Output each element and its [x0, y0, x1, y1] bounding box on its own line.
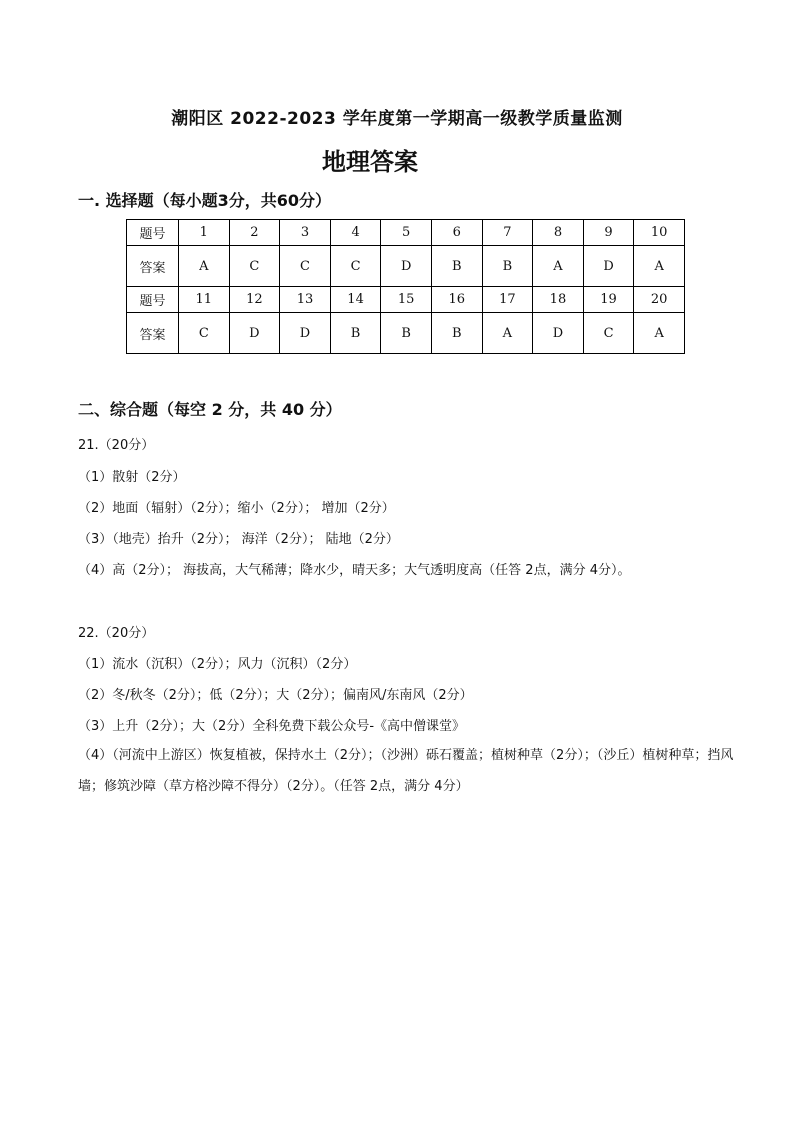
table-row-answers-1	[127, 246, 685, 287]
answer-cell: B	[431, 313, 482, 354]
question-number: 6	[431, 220, 482, 246]
q21-answer-line: （1）散射（2分）	[78, 470, 186, 485]
answer-cell: C	[280, 246, 331, 287]
answer-cell: A	[634, 313, 685, 354]
section2-heading: 二、综合题（每空 2 分，共 40 分）	[78, 400, 342, 419]
answer-cell: C	[330, 246, 381, 287]
row-label-answer: 答案	[127, 313, 179, 354]
question-number: 19	[583, 287, 634, 313]
question-number: 1	[179, 220, 230, 246]
question-number: 2	[229, 220, 280, 246]
answer-cell: B	[431, 246, 482, 287]
document-title: 潮阳区 2022-2023 学年度第一学期高一级教学质量监测	[171, 109, 623, 129]
answer-cell: D	[381, 246, 432, 287]
question-number: 20	[634, 287, 685, 313]
answer-cell: A	[533, 246, 584, 287]
q22-header: 22.（20分）	[78, 626, 155, 641]
table-row-numbers-2	[127, 287, 685, 313]
question-number: 8	[533, 220, 584, 246]
question-number: 17	[482, 287, 533, 313]
answer-cell: A	[634, 246, 685, 287]
q21-answer-line: （4）高（2分）； 海拔高，大气稀薄；降水少，晴天多；大气透明度高（任答 2点，满分 4分）。	[78, 563, 631, 578]
document-subtitle: 地理答案	[322, 148, 418, 176]
answer-cell: B	[330, 313, 381, 354]
row-label-question-number: 题号	[127, 287, 179, 313]
row-label-answer: 答案	[127, 246, 179, 287]
q22-answer-line: （1）流水（沉积）（2分）；风力（沉积）（2分）	[78, 657, 357, 672]
answer-cell: C	[583, 313, 634, 354]
question-number: 12	[229, 287, 280, 313]
q21-answer-line: （3）（地壳）抬升（2分）； 海洋（2分）； 陆地（2分）	[78, 532, 399, 547]
question-number: 9	[583, 220, 634, 246]
answer-cell: D	[533, 313, 584, 354]
answer-cell: C	[179, 313, 230, 354]
question-number: 16	[431, 287, 482, 313]
question-number: 5	[381, 220, 432, 246]
answer-cell: A	[179, 246, 230, 287]
table-row-numbers-1	[127, 220, 685, 246]
question-number: 15	[381, 287, 432, 313]
question-number: 10	[634, 220, 685, 246]
question-number: 14	[330, 287, 381, 313]
answer-cell: D	[583, 246, 634, 287]
question-number: 11	[179, 287, 230, 313]
q21-header: 21.（20分）	[78, 438, 155, 453]
question-number: 3	[280, 220, 331, 246]
q21-answer-line: （2）地面（辐射）（2分）；缩小（2分）； 增加（2分）	[78, 501, 395, 516]
question-number: 4	[330, 220, 381, 246]
row-label-question-number: 题号	[127, 220, 179, 246]
answer-cell: B	[381, 313, 432, 354]
answer-cell: D	[229, 313, 280, 354]
section1-heading: 一. 选择题（每小题3分，共60分）	[78, 191, 332, 210]
answer-cell: C	[229, 246, 280, 287]
table-row-answers-2	[127, 313, 685, 354]
answer-cell: B	[482, 246, 533, 287]
q22-answer-line: （4）（河流中上游区）恢复植被，保持水土（2分）；（沙洲）砾石覆盖；植树种草（2分）；（沙丘）植树种草；挡风墙；修筑沙障（草方格沙障不得分）（2分）。（任答 2点，满分 4分）	[78, 748, 734, 794]
question-number: 18	[533, 287, 584, 313]
q22-answer-line: （2）冬/秋冬（2分）；低（2分）；大（2分）；偏南风/东南风（2分）	[78, 688, 473, 703]
q22-answer-line: （3）上升（2分）；大（2分）全科免费下载公众号-《高中僧课堂》	[78, 719, 466, 734]
answer-cell: A	[482, 313, 533, 354]
question-number: 13	[280, 287, 331, 313]
answer-table	[126, 219, 685, 354]
answer-cell: D	[280, 313, 331, 354]
question-number: 7	[482, 220, 533, 246]
